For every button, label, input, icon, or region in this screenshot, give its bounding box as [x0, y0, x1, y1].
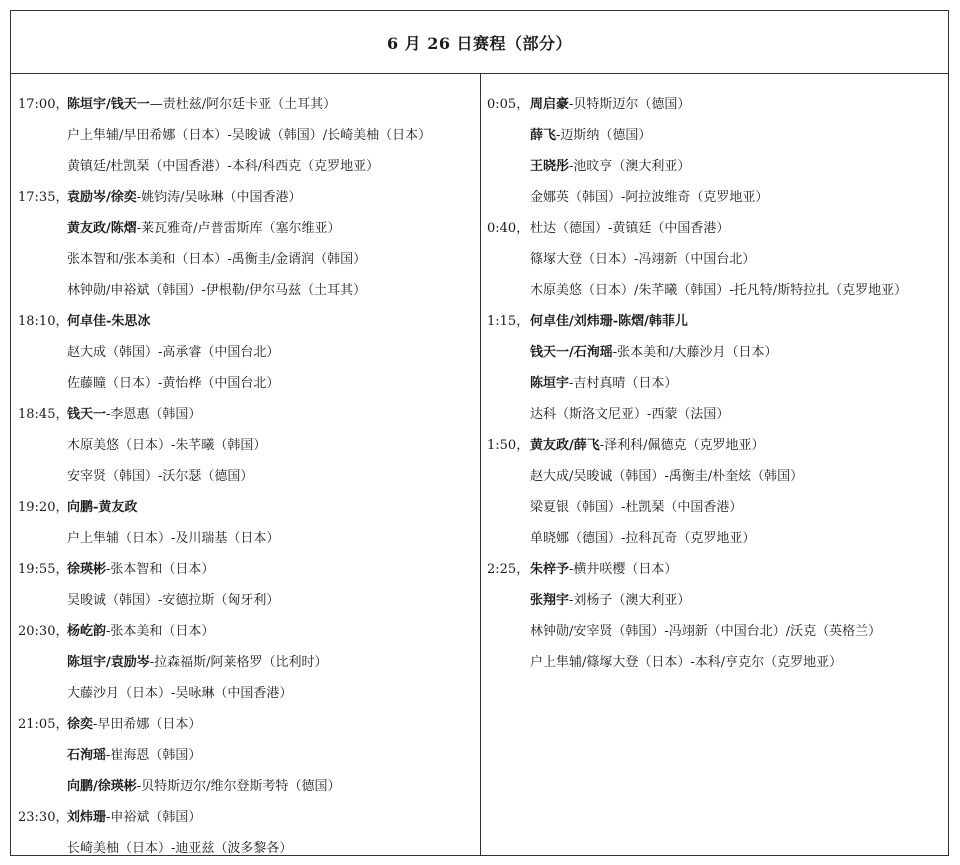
- chinese-player-name: 何卓佳-朱思冰: [67, 314, 151, 329]
- opponent-text: -横井咲樱（日本）: [569, 562, 678, 577]
- match-text: [530, 368, 677, 399]
- chinese-player-name: 钱天一: [67, 407, 107, 422]
- opponent-text: 赵大成/吴晙诚（韩国）-禹衡圭/朴奎炫（韩国）: [530, 469, 804, 484]
- schedule-line: [480, 647, 948, 678]
- schedule-line: [11, 647, 480, 678]
- schedule-line: [11, 616, 480, 647]
- time-label: 18:10，: [18, 314, 69, 329]
- opponent-text: -贝特斯迈尔/维尔登斯考特（德国）: [136, 779, 341, 794]
- schedule-line: [11, 523, 480, 554]
- schedule-line: [480, 461, 948, 492]
- opponent-text: -姚钧涛/吴咏琳（中国香港）: [136, 190, 302, 205]
- opponent-text: 单晓娜（德国）-拉科瓦奇（克罗地亚）: [530, 531, 756, 546]
- chinese-player-name: 薛飞: [530, 128, 557, 143]
- opponent-text: —责杜兹/阿尔廷卡亚（土耳其）: [149, 97, 337, 112]
- chinese-player-name: 向鹏-黄友政: [67, 500, 138, 515]
- match-text: [67, 89, 336, 120]
- match-text: [67, 244, 366, 275]
- opponent-text: 木原美悠（日本）/朱芊曦（韩国）-托凡特/斯特拉扎（克罗地亚）: [530, 283, 908, 298]
- schedule-line: [11, 151, 480, 182]
- match-text: [67, 647, 328, 678]
- chinese-player-name: 徐奕: [67, 717, 94, 732]
- match-text: [67, 678, 292, 709]
- opponent-text: -刘杨子（澳大利亚）: [569, 593, 691, 608]
- chinese-player-name: 黄友政/陈熠: [67, 221, 137, 236]
- schedule-line: [480, 554, 948, 585]
- opponent-text: 黄镇廷/杜凯琹（中国香港）-本科/科西克（克罗地亚）: [67, 159, 380, 174]
- chinese-player-name: 张翔宇: [530, 593, 570, 608]
- opponent-text: 金娜英（韩国）-阿拉波维奇（克罗地亚）: [530, 190, 769, 205]
- chinese-player-name: 向鹏/徐瑛彬: [67, 779, 137, 794]
- match-text: [67, 523, 279, 554]
- schedule-line: [11, 430, 480, 461]
- match-text: [530, 182, 768, 213]
- time-label: 19:20，: [18, 500, 69, 515]
- schedule-line: [480, 275, 948, 306]
- schedule-line: [11, 244, 480, 275]
- chinese-player-name: 朱梓予: [530, 562, 570, 577]
- match-text: [67, 771, 341, 802]
- opponent-text: -张本智和（日本）: [106, 562, 215, 577]
- match-text: [67, 554, 214, 585]
- match-text: [67, 709, 201, 740]
- match-text: [67, 430, 266, 461]
- opponent-text: -贝特斯迈尔（德国）: [569, 97, 691, 112]
- opponent-text: 张本智和/张本美和（日本）-禹衡圭/金谞润（韩国）: [67, 252, 367, 267]
- match-text: [530, 275, 907, 306]
- schedule-line: [11, 275, 480, 306]
- opponent-text: -池旼亨（澳大利亚）: [569, 159, 691, 174]
- opponent-text: 林钟勋/申裕斌（韩国）-伊根勒/伊尔马兹（土耳其）: [67, 283, 367, 298]
- chinese-player-name: 陈垣宇: [530, 376, 570, 391]
- match-text: [530, 430, 765, 461]
- chinese-player-name: 周启豪: [530, 97, 570, 112]
- match-text: [67, 616, 214, 647]
- schedule-line: [11, 740, 480, 771]
- opponent-text: 林钟勋/安宰贤（韩国）-冯翊新（中国台北）/沃克（英格兰）: [530, 624, 882, 639]
- time-label: 1:50，: [487, 438, 530, 453]
- schedule-line: [11, 492, 480, 523]
- chinese-player-name: 陈垣宇/袁励岑: [67, 655, 150, 670]
- time-label: 0:05，: [487, 97, 530, 112]
- match-text: [67, 120, 431, 151]
- opponent-text: -吉村真晴（日本）: [569, 376, 678, 391]
- chinese-player-name: 徐瑛彬: [67, 562, 107, 577]
- opponent-text: -张本美和/大藤沙月（日本）: [612, 345, 778, 360]
- schedule-line: [480, 430, 948, 461]
- opponent-text: 梁夏银（韩国）-杜凯琹（中国香港）: [530, 500, 743, 515]
- match-text: [67, 461, 253, 492]
- opponent-text: 长崎美柚（日本）-迪亚兹（波多黎各）: [67, 841, 293, 856]
- schedule-line: [480, 89, 948, 120]
- schedule-line: [480, 492, 948, 523]
- schedule-line: [11, 678, 480, 709]
- opponent-text: -申裕斌（韩国）: [106, 810, 202, 825]
- schedule-line: [480, 585, 948, 616]
- opponent-text: 佐藤瞳（日本）-黄怡桦（中国台北）: [67, 376, 280, 391]
- opponent-text: 户上隼辅/篠塚大登（日本）-本科/亨克尔（克罗地亚）: [530, 655, 843, 670]
- match-text: [67, 213, 341, 244]
- match-text: [67, 802, 201, 833]
- schedule-line: [11, 337, 480, 368]
- match-text: [67, 275, 366, 306]
- match-text: [530, 213, 729, 244]
- schedule-line: [11, 802, 480, 833]
- match-text: [530, 554, 677, 585]
- time-label: 2:25，: [487, 562, 530, 577]
- opponent-text: 篠塚大登（日本）-冯翊新（中国台北）: [530, 252, 756, 267]
- time-label: 23:30，: [18, 810, 69, 825]
- time-label: 18:45，: [18, 407, 69, 422]
- match-text: [530, 399, 729, 430]
- chinese-player-name: 刘炜珊: [67, 810, 107, 825]
- schedule-line: [11, 585, 480, 616]
- match-text: [67, 492, 137, 523]
- schedule-line: [480, 399, 948, 430]
- schedule-line: [11, 89, 480, 120]
- page-title: 6 月 26 日赛程（部分）: [386, 33, 573, 53]
- match-text: [530, 492, 742, 523]
- time-label: 0:40，: [487, 221, 530, 236]
- schedule-line: [480, 523, 948, 554]
- match-text: [67, 833, 292, 864]
- schedule-line: [11, 182, 480, 213]
- chinese-player-name: 石洵瑶: [67, 748, 107, 763]
- schedule-line: [11, 306, 480, 337]
- match-text: [67, 585, 279, 616]
- opponent-text: -迈斯纳（德国）: [556, 128, 652, 143]
- schedule-line: [480, 244, 948, 275]
- match-text: [530, 120, 651, 151]
- opponent-text: -拉森福斯/阿莱格罗（比利时）: [149, 655, 328, 670]
- match-text: [530, 461, 803, 492]
- match-text: [67, 306, 150, 337]
- schedule-line: [11, 399, 480, 430]
- schedule-line: [11, 461, 480, 492]
- opponent-text: 达科（斯洛文尼亚）-西蒙（法国）: [530, 407, 730, 422]
- match-text: [530, 585, 690, 616]
- match-text: [67, 337, 279, 368]
- match-text: [530, 244, 755, 275]
- opponent-text: 安宰贤（韩国）-沃尔瑟（德国）: [67, 469, 254, 484]
- match-text: [67, 182, 302, 213]
- schedule-line: [480, 616, 948, 647]
- opponent-text: -崔海恩（韩国）: [106, 748, 202, 763]
- time-label: 1:15，: [487, 314, 530, 329]
- chinese-player-name: 陈垣宇/钱天一: [67, 97, 150, 112]
- schedule-line: [11, 213, 480, 244]
- time-label: 17:35，: [18, 190, 69, 205]
- time-label: 17:00，: [18, 97, 69, 112]
- match-text: [530, 523, 755, 554]
- opponent-text: 户上隼辅（日本）-及川瑞基（日本）: [67, 531, 280, 546]
- schedule-line: [11, 771, 480, 802]
- time-label: 21:05，: [18, 717, 69, 732]
- time-label: 19:55，: [18, 562, 69, 577]
- chinese-player-name: 钱天一/石洵瑶: [530, 345, 613, 360]
- chinese-player-name: 何卓佳/刘炜珊-陈熠/韩菲儿: [530, 314, 688, 329]
- opponent-text: -早田希娜（日本）: [93, 717, 202, 732]
- chinese-player-name: 袁励岑/徐奕: [67, 190, 137, 205]
- left-schedule-column: [11, 73, 481, 855]
- match-text: [67, 399, 201, 430]
- schedule-line: [480, 120, 948, 151]
- match-text: [530, 151, 690, 182]
- opponent-text: -张本美和（日本）: [106, 624, 215, 639]
- schedule-line: [480, 182, 948, 213]
- opponent-text: 吴晙诚（韩国）-安德拉斯（匈牙利）: [67, 593, 280, 608]
- schedule-line: [480, 151, 948, 182]
- match-text: [67, 368, 279, 399]
- title-row: [11, 11, 948, 74]
- schedule-line: [11, 368, 480, 399]
- schedule-table: [10, 10, 949, 856]
- match-text: [67, 740, 201, 771]
- opponent-text: -莱瓦雅奇/卢普雷斯库（塞尔维亚）: [136, 221, 341, 236]
- opponent-text: 大藤沙月（日本）-吴咏琳（中国香港）: [67, 686, 293, 701]
- schedule-line: [11, 120, 480, 151]
- chinese-player-name: 黄友政/薛飞: [530, 438, 600, 453]
- opponent-text: 户上隼辅/早田希娜（日本）-吴晙诚（韩国）/长崎美柚（日本）: [67, 128, 432, 143]
- schedule-line: [11, 554, 480, 585]
- opponent-text: 杜达（德国）-黄镇廷（中国香港）: [530, 221, 730, 236]
- match-text: [530, 89, 690, 120]
- match-text: [530, 647, 842, 678]
- schedule-line: [480, 337, 948, 368]
- schedule-line: [480, 306, 948, 337]
- opponent-text: -泽利科/佩德克（克罗地亚）: [599, 438, 765, 453]
- schedule-line: [11, 709, 480, 740]
- chinese-player-name: 王晓彤: [530, 159, 570, 174]
- right-schedule-column: [480, 73, 948, 855]
- time-label: 20:30，: [18, 624, 69, 639]
- chinese-player-name: 杨屹韵: [67, 624, 107, 639]
- schedule-line: [480, 368, 948, 399]
- match-text: [67, 151, 379, 182]
- schedule-line: [11, 833, 480, 864]
- opponent-text: 赵大成（韩国）-高承睿（中国台北）: [67, 345, 280, 360]
- match-text: [530, 616, 881, 647]
- schedule-line: [480, 213, 948, 244]
- opponent-text: -李恩惠（韩国）: [106, 407, 202, 422]
- match-text: [530, 337, 778, 368]
- opponent-text: 木原美悠（日本）-朱芊曦（韩国）: [67, 438, 267, 453]
- match-text: [530, 306, 688, 337]
